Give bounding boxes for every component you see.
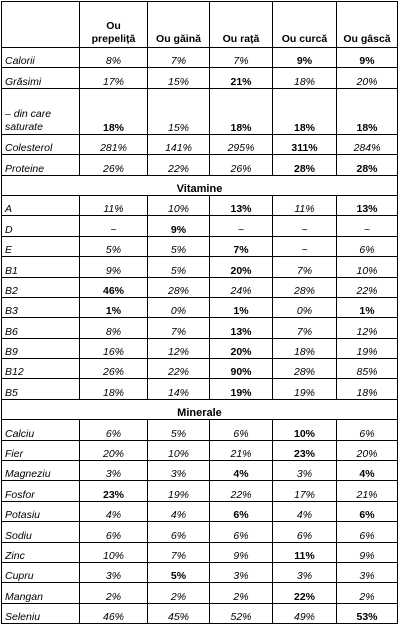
- value-cell: ~: [273, 236, 337, 256]
- value-cell: ~: [337, 216, 398, 236]
- table-row: [2, 461, 398, 481]
- table-row: [2, 338, 398, 358]
- value-cell: 17%: [273, 481, 337, 501]
- value-cell: 7%: [273, 318, 337, 338]
- header-quail-egg: Ou prepeliță: [80, 2, 148, 48]
- value-cell: 8%: [80, 48, 148, 68]
- row-label: Mangan: [2, 583, 80, 603]
- row-label: Zinc: [2, 542, 80, 562]
- value-cell: 20%: [80, 440, 148, 460]
- table-row: [2, 155, 398, 175]
- value-cell: 7%: [148, 318, 210, 338]
- egg-nutrition-table: [1, 1, 398, 624]
- value-cell: 7%: [273, 257, 337, 277]
- value-cell: 4%: [273, 501, 337, 521]
- row-label: B3: [2, 297, 80, 317]
- value-cell: 11%: [273, 542, 337, 562]
- value-cell: 3%: [148, 461, 210, 481]
- value-cell: 3%: [273, 562, 337, 582]
- row-label: Seleniu: [2, 603, 80, 623]
- row-label: Cupru: [2, 562, 80, 582]
- value-cell: 9%: [210, 542, 273, 562]
- value-cell: 13%: [210, 195, 273, 215]
- value-cell: 6%: [80, 522, 148, 542]
- row-label: A: [2, 195, 80, 215]
- value-cell: ~: [210, 216, 273, 236]
- value-cell: 18%: [337, 88, 398, 134]
- row-label: B6: [2, 318, 80, 338]
- value-cell: 20%: [337, 68, 398, 88]
- row-label: B12: [2, 359, 80, 379]
- value-cell: 18%: [273, 88, 337, 134]
- value-cell: 26%: [210, 155, 273, 175]
- table-row: [2, 318, 398, 338]
- row-label: Colesterol: [2, 134, 80, 154]
- table-row: [2, 134, 398, 154]
- row-label: B1: [2, 257, 80, 277]
- value-cell: 49%: [273, 603, 337, 623]
- value-cell: 284%: [337, 134, 398, 154]
- value-cell: 26%: [80, 359, 148, 379]
- table-row: [2, 297, 398, 317]
- value-cell: 4%: [210, 461, 273, 481]
- table-row: [2, 583, 398, 603]
- value-cell: 311%: [273, 134, 337, 154]
- value-cell: 20%: [210, 338, 273, 358]
- value-cell: 10%: [148, 440, 210, 460]
- header-goose-egg: Ou gâscă: [337, 2, 398, 48]
- value-cell: 28%: [273, 359, 337, 379]
- value-cell: 28%: [337, 155, 398, 175]
- value-cell: 13%: [337, 195, 398, 215]
- value-cell: 22%: [148, 359, 210, 379]
- value-cell: 4%: [148, 501, 210, 521]
- value-cell: 3%: [273, 461, 337, 481]
- value-cell: 6%: [210, 501, 273, 521]
- value-cell: 19%: [148, 481, 210, 501]
- value-cell: 15%: [148, 88, 210, 134]
- value-cell: 23%: [273, 440, 337, 460]
- header-duck-egg: Ou rață: [210, 2, 273, 48]
- value-cell: 0%: [148, 297, 210, 317]
- value-cell: 21%: [337, 481, 398, 501]
- table-row: [2, 542, 398, 562]
- value-cell: 10%: [337, 257, 398, 277]
- table-row: [2, 522, 398, 542]
- value-cell: 16%: [80, 338, 148, 358]
- table-row: [2, 216, 398, 236]
- row-label: – din care saturate: [2, 88, 80, 134]
- value-cell: 18%: [273, 338, 337, 358]
- table-row: [2, 68, 398, 88]
- value-cell: 14%: [148, 379, 210, 399]
- value-cell: 19%: [210, 379, 273, 399]
- value-cell: 22%: [148, 155, 210, 175]
- value-cell: 6%: [80, 420, 148, 440]
- row-label: B9: [2, 338, 80, 358]
- row-label: Grăsimi: [2, 68, 80, 88]
- row-label: Calorii: [2, 48, 80, 68]
- value-cell: 11%: [80, 195, 148, 215]
- value-cell: 1%: [210, 297, 273, 317]
- nutrition-table-wrapper: [1, 1, 398, 624]
- value-cell: 22%: [273, 583, 337, 603]
- table-row: [2, 379, 398, 399]
- row-label: Fosfor: [2, 481, 80, 501]
- table-row: [2, 277, 398, 297]
- value-cell: 19%: [337, 338, 398, 358]
- value-cell: 7%: [210, 48, 273, 68]
- value-cell: 3%: [80, 461, 148, 481]
- value-cell: 23%: [80, 481, 148, 501]
- value-cell: 85%: [337, 359, 398, 379]
- value-cell: 12%: [337, 318, 398, 338]
- table-body: [2, 2, 398, 624]
- value-cell: 6%: [337, 236, 398, 256]
- value-cell: 4%: [337, 461, 398, 481]
- value-cell: 17%: [80, 68, 148, 88]
- value-cell: 90%: [210, 359, 273, 379]
- value-cell: 5%: [148, 257, 210, 277]
- value-cell: 28%: [148, 277, 210, 297]
- value-cell: 18%: [273, 68, 337, 88]
- value-cell: 6%: [210, 522, 273, 542]
- value-cell: 1%: [80, 297, 148, 317]
- value-cell: 13%: [210, 318, 273, 338]
- value-cell: 4%: [80, 501, 148, 521]
- value-cell: 2%: [337, 583, 398, 603]
- value-cell: 5%: [148, 562, 210, 582]
- value-cell: 9%: [337, 48, 398, 68]
- value-cell: 9%: [273, 48, 337, 68]
- header-cell-empty: [2, 2, 80, 48]
- value-cell: 6%: [337, 420, 398, 440]
- header-hen-egg: Ou găină: [148, 2, 210, 48]
- value-cell: 9%: [148, 216, 210, 236]
- value-cell: 28%: [273, 277, 337, 297]
- value-cell: 19%: [273, 379, 337, 399]
- table-row: [2, 440, 398, 460]
- row-label: Fier: [2, 440, 80, 460]
- value-cell: 15%: [148, 68, 210, 88]
- value-cell: ~: [80, 216, 148, 236]
- table-row: [2, 359, 398, 379]
- value-cell: 6%: [337, 501, 398, 521]
- value-cell: 1%: [337, 297, 398, 317]
- value-cell: 10%: [148, 195, 210, 215]
- value-cell: 22%: [210, 481, 273, 501]
- value-cell: 7%: [210, 236, 273, 256]
- value-cell: 24%: [210, 277, 273, 297]
- table-row: [2, 236, 398, 256]
- table-row: [2, 603, 398, 623]
- value-cell: 2%: [210, 583, 273, 603]
- value-cell: 10%: [80, 542, 148, 562]
- section-vitamins-title: Vitamine: [2, 175, 398, 195]
- value-cell: 9%: [80, 257, 148, 277]
- row-label: Magneziu: [2, 461, 80, 481]
- row-label: Sodiu: [2, 522, 80, 542]
- table-row: [2, 257, 398, 277]
- value-cell: 8%: [80, 318, 148, 338]
- row-label: Proteine: [2, 155, 80, 175]
- table-row: [2, 48, 398, 68]
- value-cell: 12%: [148, 338, 210, 358]
- value-cell: 21%: [210, 68, 273, 88]
- value-cell: 20%: [210, 257, 273, 277]
- value-cell: 2%: [80, 583, 148, 603]
- value-cell: 18%: [210, 88, 273, 134]
- value-cell: 53%: [337, 603, 398, 623]
- value-cell: 3%: [210, 562, 273, 582]
- row-label: B5: [2, 379, 80, 399]
- row-label: D: [2, 216, 80, 236]
- section-vitamins-row: [2, 175, 398, 195]
- table-row: [2, 481, 398, 501]
- value-cell: 6%: [337, 522, 398, 542]
- row-label: E: [2, 236, 80, 256]
- value-cell: 28%: [273, 155, 337, 175]
- row-label: Potasiu: [2, 501, 80, 521]
- section-minerals-title: Minerale: [2, 399, 398, 419]
- row-label: B2: [2, 277, 80, 297]
- value-cell: 141%: [148, 134, 210, 154]
- value-cell: 26%: [80, 155, 148, 175]
- value-cell: 52%: [210, 603, 273, 623]
- value-cell: 6%: [148, 522, 210, 542]
- value-cell: 46%: [80, 277, 148, 297]
- value-cell: ~: [273, 216, 337, 236]
- table-row: [2, 88, 398, 134]
- value-cell: 2%: [148, 583, 210, 603]
- value-cell: 46%: [80, 603, 148, 623]
- value-cell: 21%: [210, 440, 273, 460]
- value-cell: 22%: [337, 277, 398, 297]
- value-cell: 18%: [337, 379, 398, 399]
- value-cell: 18%: [80, 88, 148, 134]
- value-cell: 5%: [80, 236, 148, 256]
- value-cell: 6%: [210, 420, 273, 440]
- value-cell: 11%: [273, 195, 337, 215]
- value-cell: 7%: [148, 542, 210, 562]
- row-label: Calciu: [2, 420, 80, 440]
- value-cell: 10%: [273, 420, 337, 440]
- value-cell: 5%: [148, 420, 210, 440]
- value-cell: 45%: [148, 603, 210, 623]
- table-row: [2, 501, 398, 521]
- table-row: [2, 195, 398, 215]
- value-cell: 7%: [148, 48, 210, 68]
- header-row: [2, 2, 398, 48]
- table-row: [2, 562, 398, 582]
- value-cell: 0%: [273, 297, 337, 317]
- value-cell: 6%: [273, 522, 337, 542]
- value-cell: 3%: [337, 562, 398, 582]
- header-turkey-egg: Ou curcă: [273, 2, 337, 48]
- value-cell: 281%: [80, 134, 148, 154]
- table-row: [2, 420, 398, 440]
- value-cell: 3%: [80, 562, 148, 582]
- value-cell: 20%: [337, 440, 398, 460]
- value-cell: 295%: [210, 134, 273, 154]
- value-cell: 9%: [337, 542, 398, 562]
- section-minerals-row: [2, 399, 398, 419]
- value-cell: 5%: [148, 236, 210, 256]
- value-cell: 18%: [80, 379, 148, 399]
